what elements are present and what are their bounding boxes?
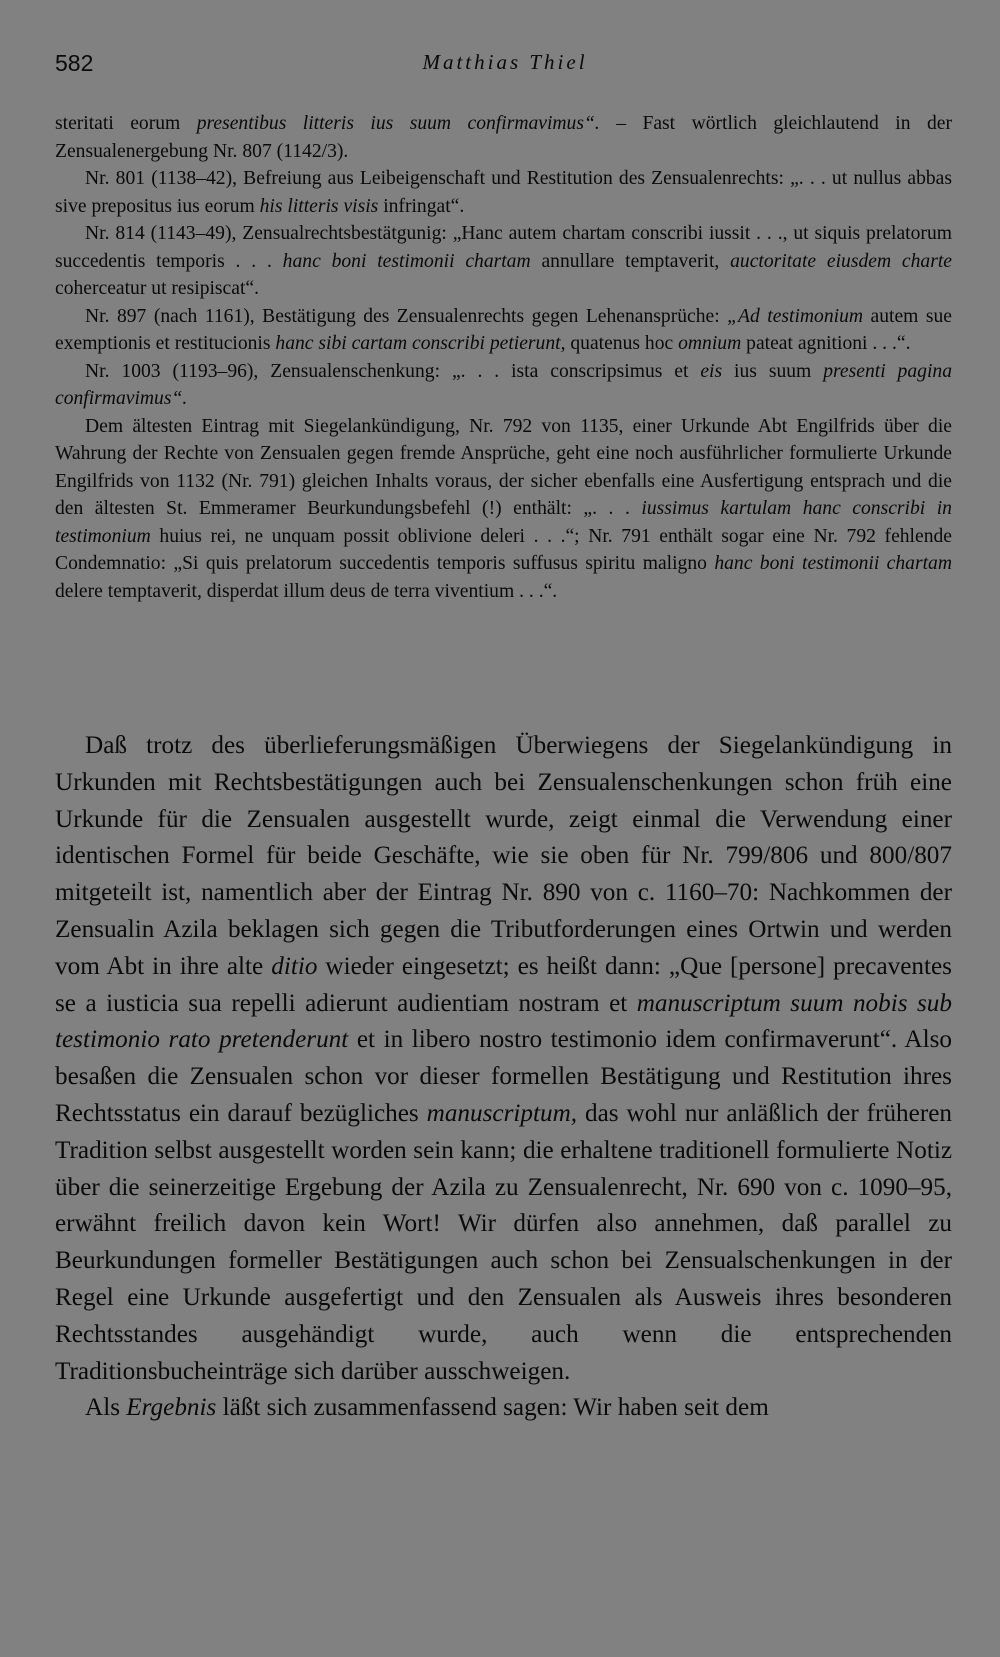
footnote-block <box>55 110 952 605</box>
italic-text-run: hanc sibi cartam conscribi petierunt, <box>275 333 566 354</box>
text-run: pateat agnitioni . . .“. <box>741 333 911 354</box>
text-run: Als <box>85 1394 127 1422</box>
text-run: delere temptaverit, disperdat illum deus de terra viventium . . .“. <box>55 580 558 602</box>
text-run: autem sue exemptionis et restitucionis <box>55 305 952 354</box>
italic-text-run: hanc boni testimonii chartam <box>282 250 531 272</box>
footnote-paragraph <box>55 358 952 413</box>
text-run: Dem ältesten Eintrag mit Siegelankündigung, Nr. 792 von 1135, einer Urkunde Abt Engilfrids über die Wahrung der Rechte von Zensualen gegen fremde Ansprüche, geht eine noch ausführlicher formulierte Urkunde Engilfrids von 1132 (Nr. 791) gleichen Inhalts voraus, der sicher ebenfalls eine Ausfertigung entsprach und die den ältesten St. Emmeramer Beurkundungsbefehl (!) enthält: „. . . <box>55 415 952 519</box>
text-run: et in libero nostro testimonio idem confirmaverunt“. Also besaßen die Zensualen schon vor dieser formellen Bestätigung und Restitution ihres Rechtsstatus ein darauf bezügliches <box>55 1026 953 1127</box>
italic-text-run: presentibus litteris ius suum confirmavimus“. <box>196 113 600 134</box>
text-run: annullare temptaverit, <box>530 250 731 272</box>
italic-text-run: manuscriptum, <box>426 1099 578 1127</box>
page-header <box>55 50 955 84</box>
italic-text-run: his litteris visis <box>259 195 379 217</box>
text-run: Nr. 897 (nach 1161), Bestätigung des Zensualenrechts gegen Lehenansprüche: <box>85 305 728 327</box>
italic-text-run: ditio <box>271 952 318 980</box>
italic-text-run: hanc boni testimonii chartam <box>714 553 952 574</box>
text-run: wieder eingesetzt; es heißt dann: „Que [persone] precaventes se a iusticia sua repelli adierunt audientiam nostram et <box>55 952 952 1017</box>
body-paragraph <box>55 728 952 1390</box>
body-paragraph <box>55 1390 952 1427</box>
italic-text-run: presenti pagina confirmavimus“. <box>55 360 952 409</box>
italic-text-run: Ergebnis <box>126 1394 217 1422</box>
running-title: Matthias Thiel <box>422 50 588 74</box>
italic-text-run: eis <box>700 360 723 382</box>
footnote-paragraph <box>55 110 952 165</box>
text-run: coherceatur ut resipiscat“. <box>55 278 259 299</box>
text-run: – Fast wörtlich gleichlautend in der Zensualenergebung Nr. 807 (1142/3). <box>55 113 953 162</box>
footnote-paragraph <box>55 220 952 303</box>
text-run: huius rei, ne unquam possit oblivione deleri . . .“; Nr. 791 enthält sogar eine Nr. 792 fehlende Condemnatio: „Si quis prelatorum succedentis temporis suffusus spiritu maligno <box>55 525 952 574</box>
text-run: läßt sich zusammenfassend sagen: Wir haben seit dem <box>216 1394 769 1422</box>
text-run: Nr. 801 (1138–42), Befreiung aus Leibeigenschaft und Restitution des Zensualenrechts: „. . . ut nullus abbas sive prepositus ius eorum <box>55 168 952 217</box>
text-run: steritati eorum <box>55 113 197 134</box>
text-run: Daß trotz des überlieferungsmäßigen Überwiegens der Siegelankündigung in Urkunden mit Rechtsbestätigungen auch bei Zensualenschenkungen schon früh eine Urkunde für die Zensualen ausgestellt wurde, zeigt einmal die Verwendung einer identischen Formel für beide Geschäfte, wie sie oben für Nr. 799/806 und 800/807 mitgeteilt ist, namentlich aber der Eintrag Nr. 890 von c. 1160–70: Nachkommen der Zensualin Azila beklagen sich gegen die Tributforderungen eines Ortwin und werden vom Abt in ihre alte <box>55 732 952 980</box>
text-run: ius suum <box>722 360 824 382</box>
italic-text-run: omnium <box>678 333 742 354</box>
main-text <box>55 728 952 1427</box>
footnote-paragraph <box>55 165 952 220</box>
footnote-paragraph <box>55 413 952 606</box>
italic-text-run: manuscriptum suum nobis sub testimonio rato pretenderunt <box>55 989 952 1054</box>
page-number: 582 <box>55 50 94 76</box>
text-run: Nr. 1003 (1193–96), Zensualenschenkung: „. . . ista conscripsimus et <box>85 360 701 382</box>
text-run: infringat“. <box>378 195 465 217</box>
text-run: quatenus hoc <box>565 333 679 354</box>
text-run: Nr. 814 (1143–49), Zensualrechtsbestätgunig: „Hanc autem chartam conscribi iussit . . ., ut siquis prelatorum succedentis temporis . . . <box>55 223 952 272</box>
italic-text-run: „Ad testimonium <box>727 305 864 327</box>
italic-text-run: iussimus kartulam hanc conscribi in testimonium <box>55 498 952 547</box>
text-run: das wohl nur anläßlich der früheren Tradition selbst ausgestellt worden sein kann; die erhaltene traditionell formulierte Notiz über die seinerzeitige Ergebung der Azila zu Zensualenrecht, Nr. 690 von c. 1090–95, erwähnt freilich davon kein Wort! Wir dürfen also annehmen, daß parallel zu Beurkundungen formeller Bestätigungen auch schon bei Zensualschenkungen in der Regel eine Urkunde ausgefertigt und den Zensualen als Ausweis ihres besonderen Rechtsstandes ausgehändigt wurde, auch wenn die entsprechenden Traditionsbucheinträge sich darüber ausschweigen. <box>55 1099 952 1385</box>
footnote-paragraph <box>55 303 952 358</box>
italic-text-run: auctoritate eiusdem charte <box>730 250 952 272</box>
